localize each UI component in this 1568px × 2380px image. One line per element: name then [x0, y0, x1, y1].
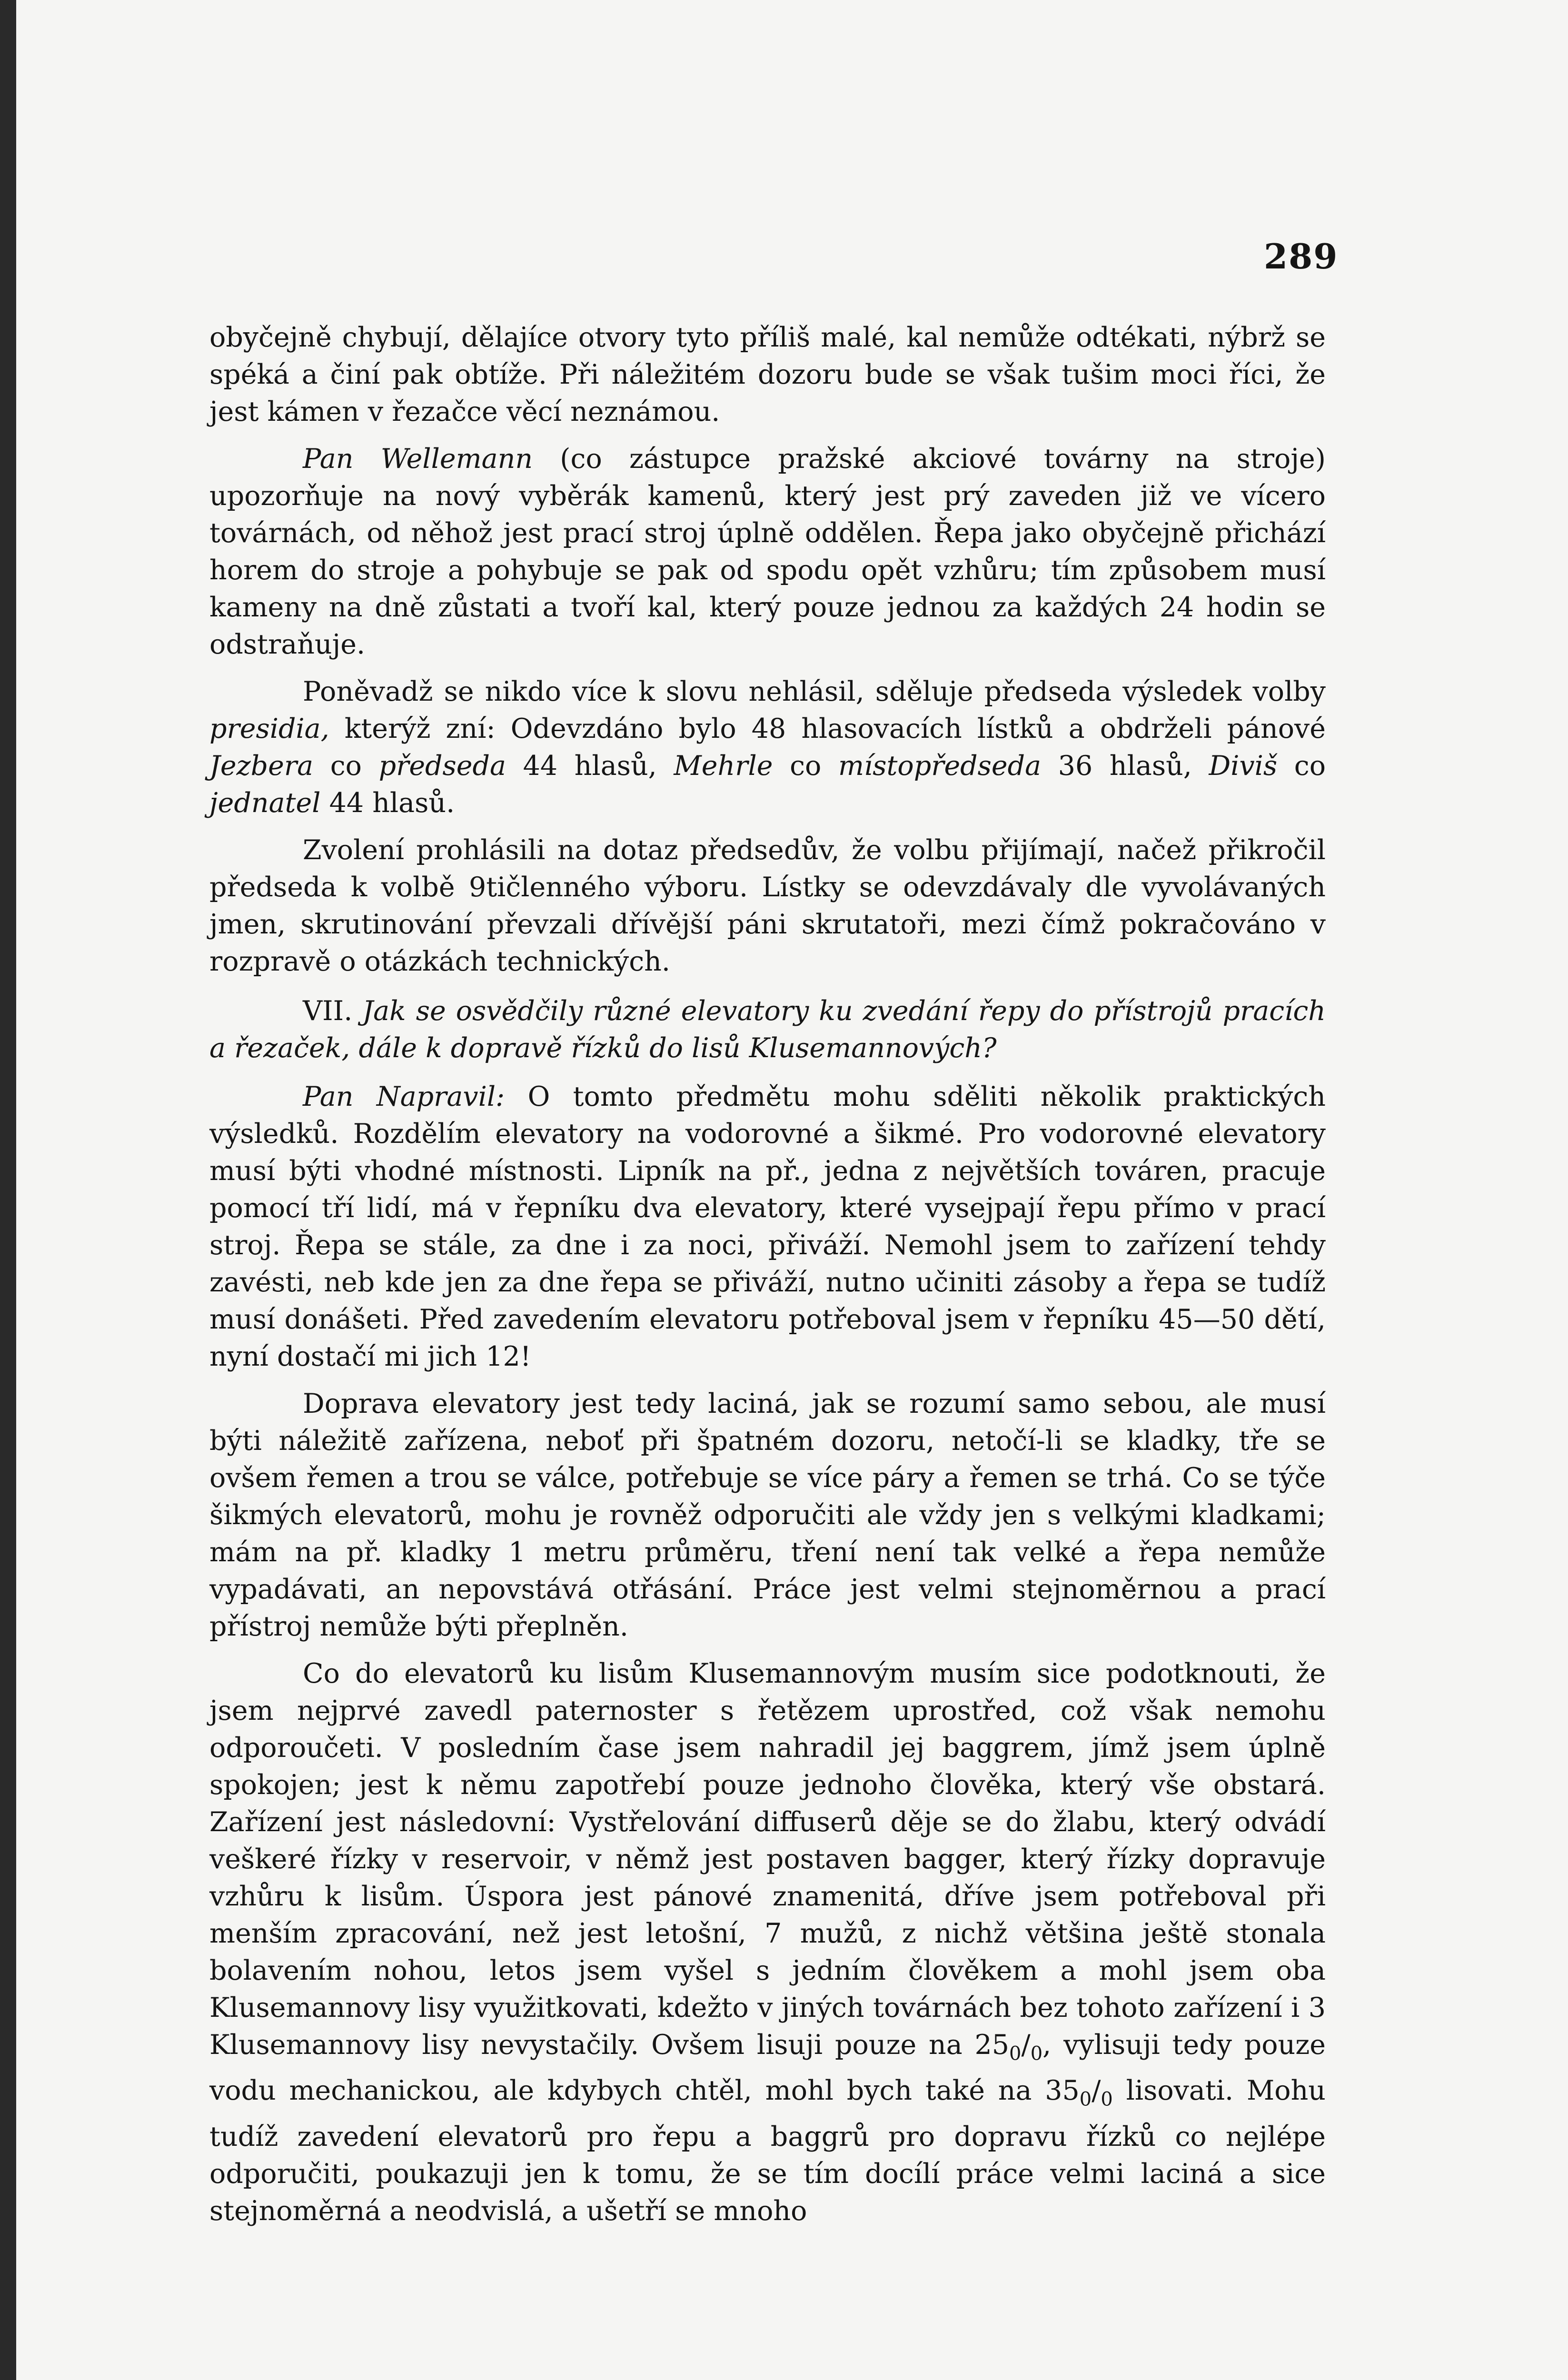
italic-run: předseda [378, 750, 506, 782]
percent-subscript: 0 [1009, 2043, 1022, 2065]
text-run: kterýž zní: Odevzdáno bylo 48 hlasovacích lístků a obdrželi pánové [329, 713, 1326, 744]
paragraph [209, 1078, 1326, 1375]
text-run: VII. [303, 995, 363, 1027]
text-run: lisovati. Mohu tudíž zavedení elevatorů pro řepu a baggrů pro dopravu řízků co nejlépe odporučiti, poukazuji jen k tomu, že se tím docílí práce velmi laciná a sice stejnoměrná a neodvislá, a ušetří se mnoho [209, 2075, 1326, 2227]
text-run: 36 hlasů, [1041, 750, 1209, 782]
text-run: Co do elevatorů ku lisům Klusemannovým musím sice podotknouti, že jsem nejprvé zavedl paternoster s řetězem uprostřed, což však nemohu odporoučeti. V posledním čase jsem nahradil jej baggrem, jímž jsem úplně spokojen; jest k němu zapotřebí pouze jednoho člověka, který vše obstará. Zařízení jest následovní: Vystřelování diffuserů děje se do žlabu, který odvádí veškeré řízky v reservoir, v němž jest postaven bagger, který řízky dopravuje vzhůru k lisům. Úspora jest pánové znamenitá, dříve jsem potřeboval při menším zpracování, než jest letošní, 7 mužů, z nichž většina ještě stonala bolavením nohou, letos jsem vyšel s jedním člověkem a mohl jsem oba Klusemannovy lisy využitkovati, kdežto v jiných továrnách bez tohoto zařízení i 3 Klusemannovy lisy nevystačily. Ovšem lisuji pouze na 25 [209, 1658, 1326, 2061]
paragraph [209, 319, 1326, 430]
percent-subscript: 0 [1079, 2088, 1092, 2111]
paragraph [209, 440, 1326, 663]
italic-run: místopředseda [838, 750, 1042, 782]
text-run: Doprava elevatory jest tedy laciná, jak se rozumí samo sebou, ale musí býti náležitě zařízena, neboť při špatném dozoru, netočí-li se kladky, tře se ovšem řemen a trou se válce, potřebuje se více páry a řemen se trhá. Co se týče šikmých elevatorů, mohu je rovněž odporučiti ale vždy jen s velkými kladkami; mám na př. kladky 1 metru průměru, tření není tak velké a řepa nemůže vypadávati, an nepovstává otřásání. Práce jest velmi stejnoměrnou a prací přístroj nemůže býti přeplněn. [209, 1388, 1326, 1642]
paragraph [209, 832, 1326, 980]
italic-run: Jezbera [209, 750, 314, 782]
italic-run: Jak se osvědčily různé elevatory ku zvedání řepy do přístrojů pracích a řezaček, dále k dopravě řízků do lisů Klusemannových? [209, 995, 1326, 1064]
body-text [209, 319, 1326, 2240]
text-run: co [773, 750, 838, 782]
text-run: co [1277, 750, 1326, 782]
text-run: Zvolení prohlásili na dotaz předsedův, že volbu přijímají, načež přikročil předseda k volbě 9tičlenného výboru. Lístky se odevzdávaly dle vyvolávaných jmen, skrutinování převzali dřívější páni skrutatoři, mezi čímž pokračováno v rozpravě o otázkách technických. [209, 834, 1326, 977]
text-run: obyčejně chybují, dělajíce otvory tyto příliš malé, kal nemůže odtékati, nýbrž se spéká a činí pak obtíže. Při náležitém dozoru bude se však tušim moci říci, že jest kámen v řezačce věcí neznámou. [209, 322, 1326, 427]
text-run: 44 hlasů. [320, 787, 455, 819]
italic-run: presidia, [209, 713, 329, 744]
italic-run: Diviš [1209, 750, 1278, 782]
text-run: (co zástupce pražské akciové továrny na stroje) upozorňuje na nový vyběrák kamenů, který jest prý zaveden již ve vícero továrnách, od něhož jest prací stroj úplně oddělen. Řepa jako obyčejně přichází horem do stroje a pohybuje se pak od spodu opět vzhůru; tím způsobem musí kameny na dně zůstati a tvoří kal, který pouze jednou za každých 24 hodin se odstraňuje. [209, 443, 1326, 660]
paragraph [209, 673, 1326, 822]
percent-subscript: 0 [1030, 2043, 1043, 2065]
scan-left-edge [0, 0, 16, 2380]
paragraph [209, 1385, 1326, 1645]
text-run: co [313, 750, 379, 782]
text-run: Poněvadž se nikdo více k slovu nehlásil, sděluje předseda výsledek volby [303, 676, 1326, 707]
text-run: , vylisuji tedy pouze vodu mechanickou, ale kdybych chtěl, mohl bych také na 35 [209, 2029, 1326, 2107]
italic-run: jednatel [209, 787, 321, 819]
italic-run: Pan Wellemann [303, 443, 533, 475]
text-run: / [1021, 2029, 1031, 2061]
italic-run: Mehrle [674, 750, 773, 782]
text-run: / [1092, 2075, 1101, 2107]
percent-subscript: 0 [1101, 2088, 1113, 2111]
text-run: O tomto předmětu mohu sděliti několik praktických výsledků. Rozdělím elevatory na vodorovné a šikmé. Pro vodorovné elevatory musí býti vhodné místnosti. Lipník na př., jedna z největších továren, pracuje pomocí tří lidí, má v řepníku dva elevatory, které vysejpají řepu přímo v prací stroj. Řepa se stále, za dne i za noci, přiváží. Nemohl jsem to zařízení tehdy zavésti, neb kde jen za dne řepa se přiváží, nutno učiniti zásoby a řepa se tudíž musí donášeti. Před zavedením elevatoru potřeboval jsem v řepníku 45—50 dětí, nyní dostačí mi jich 12! [209, 1081, 1326, 1372]
italic-run: Pan Napravil: [303, 1081, 505, 1112]
paragraph [209, 1655, 1326, 2230]
page-number: 289 [1264, 236, 1339, 277]
section-heading [209, 992, 1326, 1067]
text-run: 44 hlasů, [506, 750, 674, 782]
